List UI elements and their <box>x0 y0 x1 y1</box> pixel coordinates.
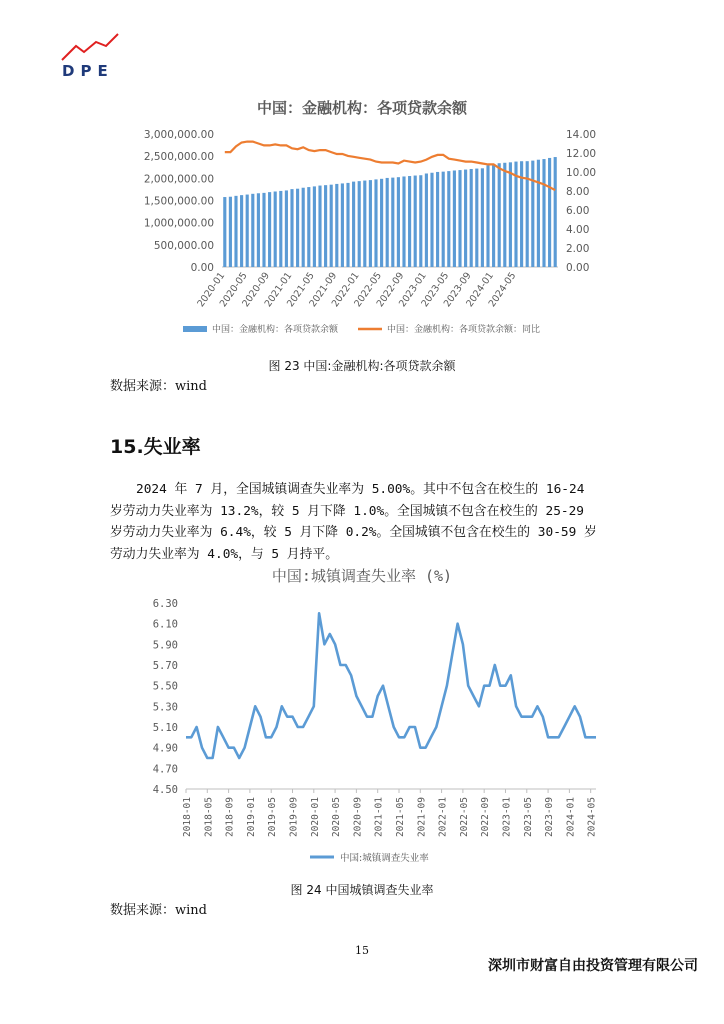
page-number: 15 <box>355 944 369 957</box>
y-tick-label: 4.90 <box>152 742 178 755</box>
x-tick-label: 2019-01 <box>245 797 257 838</box>
legend-line-label: 中国：金融机构：各项贷款余额：同比 <box>387 325 541 335</box>
loan-balance-bar <box>464 170 467 267</box>
loan-balance-bar <box>419 175 422 267</box>
loan-balance-bar <box>346 183 349 267</box>
loan-balance-bar <box>285 190 288 267</box>
company-name: 深圳市财富自由投资管理有限公司 <box>488 958 698 974</box>
y-tick-label: 6.30 <box>152 598 178 610</box>
loan-balance-bar <box>296 189 299 267</box>
x-tick-label: 2020-01 <box>195 270 228 310</box>
loan-balance-bar <box>341 183 344 267</box>
loan-balance-bar <box>240 195 243 267</box>
legend-bar-label: 中国：金融机构：各项贷款余额 <box>212 325 339 335</box>
x-tick-label: 2020-09 <box>240 270 273 310</box>
loan-balance-bar <box>542 159 545 267</box>
x-tick-label: 2022-01 <box>437 797 449 838</box>
paragraph-line: 劳动力失业率为 4.0%，与 5 月持平。 <box>110 546 338 562</box>
loan-balance-bar <box>414 176 417 267</box>
loan-balance-bar <box>548 158 551 267</box>
loan-balance-bar <box>363 181 366 267</box>
chart2-title: 中国:城镇调查失业率 (%) <box>271 567 453 585</box>
loan-balance-bar <box>554 157 557 267</box>
x-tick-label: 2023-09 <box>441 270 474 310</box>
x-tick-label: 2021-05 <box>394 797 406 838</box>
x-tick-label: 2022-05 <box>458 797 470 838</box>
y-left-tick-label: 2,500,000.00 <box>143 151 214 164</box>
x-tick-label: 2018-05 <box>203 797 215 838</box>
loan-balance-bar <box>486 165 489 267</box>
logo-text: DPE <box>62 62 114 80</box>
loan-balance-bar <box>279 191 282 267</box>
loan-balance-bar <box>251 194 254 267</box>
loan-balance-bar <box>430 173 433 267</box>
loan-balance-bar <box>531 161 534 267</box>
loan-balance-bar <box>453 170 456 267</box>
loan-balance-bar <box>481 168 484 267</box>
figure23-caption: 图 23 中国:金融机构:各项贷款余额 <box>268 359 456 373</box>
loan-balance-bar <box>290 189 293 267</box>
x-tick-label: 2021-09 <box>307 270 340 310</box>
x-tick-label: 2023-09 <box>544 797 556 838</box>
y-right-tick-label: 6.00 <box>566 205 590 217</box>
x-tick-label: 2023-01 <box>397 270 429 310</box>
x-tick-label: 2020-05 <box>217 270 250 310</box>
loan-balance-bar <box>470 169 473 267</box>
loan-balance-bar <box>503 163 506 267</box>
loan-balance-bar <box>374 179 377 267</box>
x-tick-label: 2020-01 <box>309 797 321 838</box>
x-tick-label: 2019-09 <box>288 797 300 838</box>
y-tick-label: 5.50 <box>152 680 178 693</box>
unemployment-rate-line <box>186 613 596 758</box>
loan-balance-bar <box>537 160 540 267</box>
chart1-title: 中国：金融机构：各项贷款余额 <box>256 99 467 117</box>
loan-balance-bar <box>318 186 321 267</box>
y-right-tick-label: 4.00 <box>566 224 590 236</box>
x-tick-label: 2022-09 <box>374 270 407 310</box>
x-tick-label: 2021-05 <box>285 270 317 310</box>
x-tick-label: 2021-01 <box>373 797 385 838</box>
x-tick-label: 2022-01 <box>329 270 362 310</box>
loan-balance-bar <box>229 197 232 267</box>
loan-balance-bar <box>234 196 237 267</box>
loan-balance-bar <box>262 193 265 267</box>
y-left-tick-label: 1,500,000.00 <box>143 195 214 208</box>
loan-balance-bar <box>458 170 461 267</box>
loan-balance-bar <box>313 186 316 267</box>
loan-balance-bar <box>352 182 355 267</box>
y-right-tick-label: 12.00 <box>566 148 597 160</box>
loan-balance-bar <box>492 164 495 267</box>
loan-balance-bar <box>358 181 361 267</box>
loan-balance-bar <box>509 162 512 267</box>
x-tick-label: 2022-05 <box>352 270 385 310</box>
paragraph-line: 岁劳动力失业率为 6.4%，较 5 月下降 0.2%。全国城镇不包含在校生的 30-59 岁 <box>110 525 597 540</box>
figure23-source: 数据来源：wind <box>110 379 207 394</box>
x-tick-label: 2024-05 <box>486 270 519 310</box>
y-left-tick-label: 1,000,000.00 <box>143 217 214 230</box>
loan-balance-chart <box>0 120 724 350</box>
y-tick-label: 5.90 <box>152 639 178 652</box>
loan-balance-bar <box>307 187 310 267</box>
loan-balance-bar <box>274 192 277 267</box>
loan-balance-bar <box>397 177 400 267</box>
legend-line-label: 中国:城镇调查失业率 <box>340 853 429 864</box>
loan-balance-bar <box>436 172 439 267</box>
y-left-tick-label: 0.00 <box>190 262 214 274</box>
x-tick-label: 2021-01 <box>262 270 295 310</box>
x-tick-label: 2018-09 <box>224 797 236 838</box>
section-heading: 15.失业率 <box>110 436 201 458</box>
paragraph-line: 2024 年 7 月，全国城镇调查失业率为 5.00%。其中不包含在校生的 16-24 <box>136 482 585 497</box>
x-tick-label: 2024-01 <box>565 797 577 838</box>
loan-balance-bar <box>408 176 411 267</box>
figure24-source: 数据来源：wind <box>110 903 207 918</box>
x-tick-label: 2021-09 <box>416 797 428 838</box>
loan-balance-bar <box>447 171 450 267</box>
loan-balance-bar <box>402 176 405 267</box>
loan-balance-bar <box>442 172 445 267</box>
x-tick-label: 2019-05 <box>267 797 279 838</box>
logo-swoosh <box>62 34 118 60</box>
paragraph-line: 岁劳动力失业率为 13.2%，较 5 月下降 1.0%。全国城镇不包含在校生的 25-29 <box>110 503 585 519</box>
y-left-tick-label: 500,000.00 <box>153 239 214 252</box>
loan-balance-bar <box>302 188 305 267</box>
loan-balance-bar <box>425 174 428 267</box>
loan-balance-bar <box>391 178 394 267</box>
x-tick-label: 2020-09 <box>352 797 364 838</box>
y-right-tick-label: 8.00 <box>566 186 590 198</box>
y-right-tick-label: 10.00 <box>566 167 597 179</box>
y-tick-label: 5.10 <box>152 722 178 734</box>
loan-balance-bar <box>268 192 271 267</box>
x-tick-label: 2022-09 <box>480 797 492 838</box>
x-tick-label: 2023-05 <box>419 270 452 310</box>
loan-balance-bar <box>330 185 333 267</box>
x-tick-label: 2023-05 <box>522 797 534 838</box>
loan-balance-bar <box>223 197 226 267</box>
unemployment-chart <box>0 590 724 880</box>
figure24-caption: 图 24 中国城镇调查失业率 <box>290 883 434 897</box>
x-tick-label: 2020-05 <box>331 797 343 838</box>
y-right-tick-label: 0.00 <box>566 262 590 274</box>
y-left-tick-label: 3,000,000.00 <box>143 129 214 141</box>
legend-bar-swatch <box>183 326 207 332</box>
loan-balance-bar <box>380 179 383 267</box>
loan-balance-bar <box>246 195 249 267</box>
section-paragraph <box>110 479 620 565</box>
y-tick-label: 6.10 <box>152 618 178 631</box>
x-tick-label: 2024-05 <box>586 797 598 838</box>
loan-balance-bar <box>386 178 389 267</box>
y-tick-label: 5.30 <box>152 701 178 714</box>
loan-balance-bar <box>324 185 327 267</box>
loan-balance-bar <box>475 169 478 267</box>
loan-balance-bar <box>369 180 372 267</box>
loan-balance-bar <box>335 184 338 267</box>
loan-balance-bar <box>514 162 517 267</box>
x-tick-label: 2018-01 <box>182 797 193 838</box>
loan-balance-bar <box>526 161 529 267</box>
y-left-tick-label: 2,000,000.00 <box>143 173 214 186</box>
y-tick-label: 5.70 <box>152 660 178 672</box>
y-tick-label: 4.70 <box>152 763 178 776</box>
loan-balance-bar <box>257 193 260 267</box>
y-right-tick-label: 2.00 <box>566 243 590 255</box>
x-tick-label: 2024-01 <box>464 270 497 310</box>
y-tick-label: 4.50 <box>152 784 178 796</box>
y-right-tick-label: 14.00 <box>566 129 597 141</box>
x-tick-label: 2023-01 <box>501 797 513 838</box>
loan-balance-bar <box>498 163 501 267</box>
